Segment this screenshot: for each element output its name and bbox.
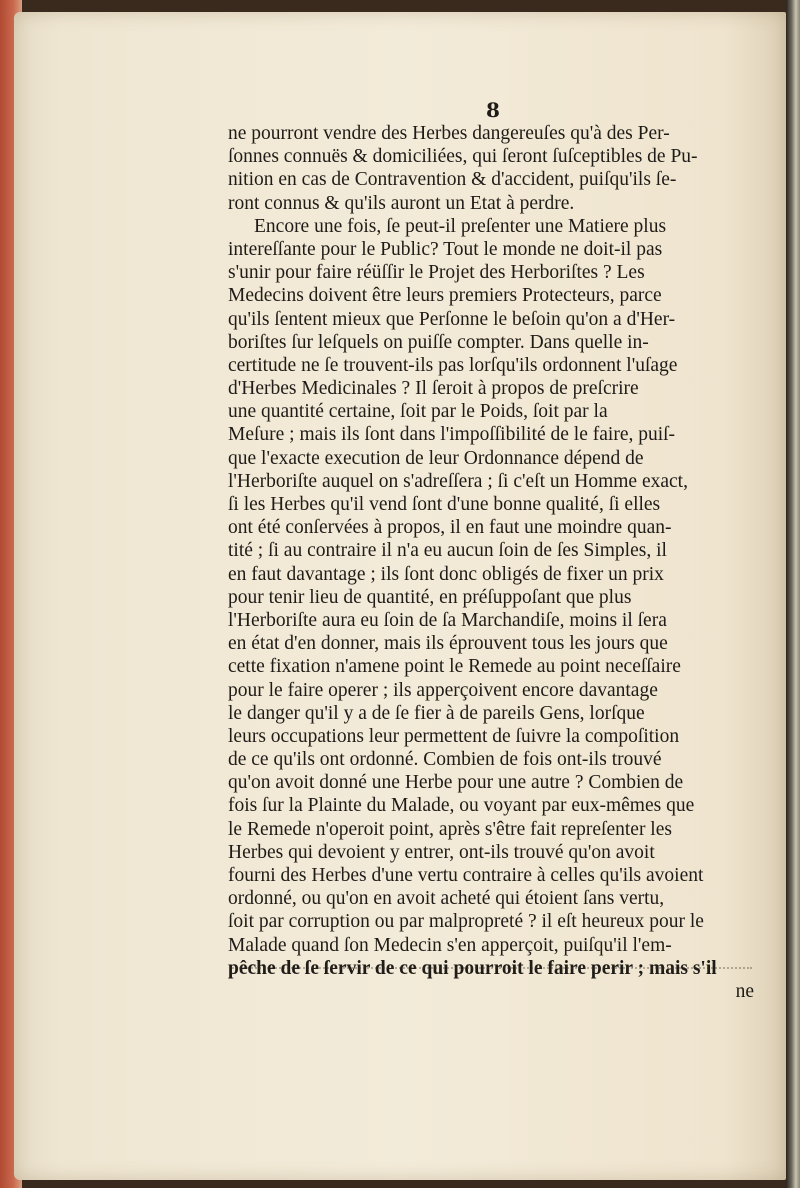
text-line: nition en cas de Contravention & d'accident, puiſqu'ils ſe- bbox=[228, 169, 677, 191]
text-line: pour le faire operer ; ils apperçoivent encore davantage bbox=[228, 679, 658, 701]
text-line: Malade quand ſon Medecin s'en apperçoit, puiſqu'il l'em- bbox=[228, 934, 672, 956]
text-line: qu'ils ſentent mieux que Perſonne le beſoin qu'on a d'Her- bbox=[228, 308, 676, 330]
text-line: tité ; ſi au contraire il n'a eu aucun ſoin de ſes Simples, il bbox=[228, 540, 667, 562]
facing-page-edge bbox=[786, 0, 800, 1188]
text-line: que l'exacte execution de leur Ordonnance dépend de bbox=[228, 447, 644, 469]
text-line: l'Herboriſte aura eu ſoin de ſa Marchandiſe, moins il ſera bbox=[228, 609, 667, 631]
text-line: s'unir pour faire réüſſir le Projet des Herboriſtes ? Les bbox=[228, 262, 645, 284]
text-line: fourni des Herbes d'une vertu contraire à celles qu'ils avoient bbox=[228, 865, 704, 886]
text-line: ne pourront vendre des Herbes dangereuſes qu'à des Per- bbox=[228, 123, 670, 144]
text-line: le danger qu'il y a de ſe fier à de pareils Gens, lorſque bbox=[228, 702, 645, 724]
text-line: ordonné, ou qu'on en avoit acheté qui étoient ſans vertu, bbox=[228, 888, 665, 910]
text-line: qu'on avoit donné une Herbe pour une autre ? Combien de bbox=[228, 772, 684, 794]
catchword: ne bbox=[735, 980, 754, 1002]
text-line: Meſure ; mais ils ſont dans l'impoſſibilité de le faire, puiſ- bbox=[228, 424, 676, 446]
page-number: 8 bbox=[486, 98, 500, 122]
text-line: pêche de ſe ſervir de ce qui pourroit le faire perir ; mais s'il bbox=[228, 957, 717, 979]
paragraph-first-line: Encore une fois, ſe peut-il preſenter une Matiere plus bbox=[254, 215, 667, 237]
page-text bbox=[228, 122, 768, 1003]
text-line: leurs occupations leur permettent de ſuivre la compoſition bbox=[228, 725, 680, 747]
text-line: ont été conſervées à propos, il en faut une moindre quan- bbox=[228, 517, 672, 539]
text-line: l'Herboriſte auquel on s'adreſſera ; ſi c'eſt un Homme exact, bbox=[228, 470, 688, 492]
text-line: de ce qu'ils ont ordonné. Combien de fois ont-ils trouvé bbox=[228, 749, 662, 771]
text-line: Medecins doivent être leurs premiers Protecteurs, parce bbox=[228, 285, 662, 307]
text-line: ſoit par corruption ou par malpropreté ? il eſt heureux pour le bbox=[228, 911, 704, 933]
text-line: certitude ne ſe trouvent-ils pas lorſqu'ils ordonnent l'uſage bbox=[228, 354, 678, 376]
text-line: fois ſur la Plainte du Malade, ou voyant par eux-mêmes que bbox=[228, 795, 695, 817]
text-line: une quantité certaine, ſoit par le Poids, ſoit par la bbox=[228, 401, 608, 423]
text-line: en état d'en donner, mais ils éprouvent tous les jours que bbox=[228, 633, 668, 655]
text-line: cette fixation n'amene point le Remede au point neceſſaire bbox=[228, 656, 681, 678]
text-line: ront connus & qu'ils auront un Etat à perdre. bbox=[228, 192, 575, 214]
text-line: ſi les Herbes qu'il vend ſont d'une bonne qualité, ſi elles bbox=[228, 494, 661, 515]
text-line: le Remede n'operoit point, après s'être fait repreſenter les bbox=[228, 818, 672, 840]
text-line: Herbes qui devoient y entrer, ont-ils trouvé qu'on avoit bbox=[228, 841, 655, 863]
text-line: en faut davantage ; ils ſont donc obligés de fixer un prix bbox=[228, 563, 664, 585]
text-line: ſonnes connuës & domiciliées, qui ſeront ſuſceptibles de Pu- bbox=[228, 146, 698, 168]
text-line: boriſtes ſur leſquels on puiſſe compter. Dans quelle in- bbox=[228, 331, 649, 353]
text-line: pour tenir lieu de quantité, en préſuppoſant que plus bbox=[228, 586, 632, 608]
text-line: d'Herbes Medicinales ? Il ſeroit à propos de preſcrire bbox=[228, 378, 639, 400]
text-line: intereſſante pour le Public? Tout le monde ne doit-il pas bbox=[228, 238, 663, 260]
ink-bleed-line bbox=[232, 967, 752, 969]
